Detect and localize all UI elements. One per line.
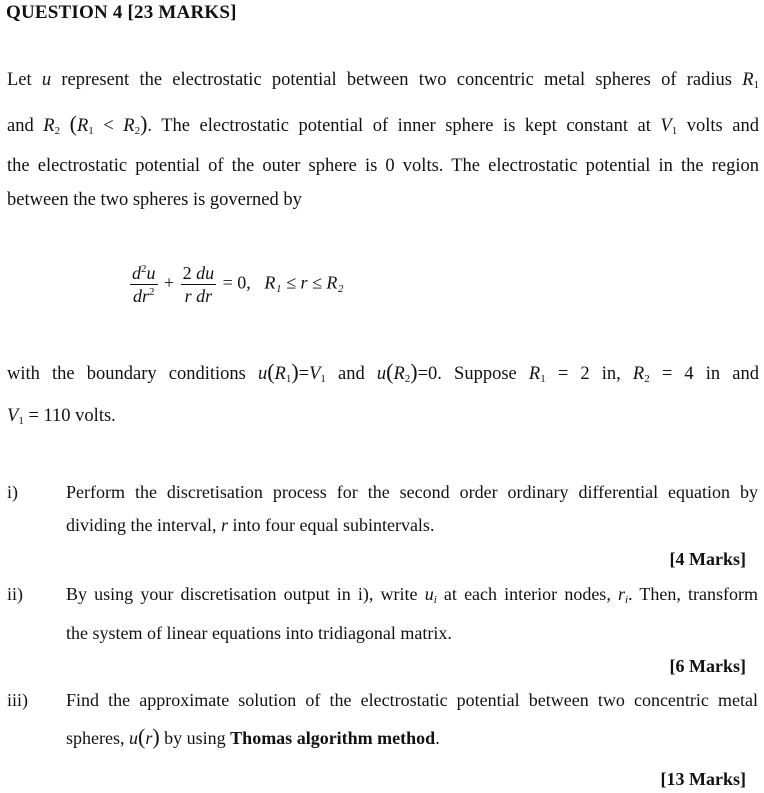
question-ii-line-2: the system of linear equations into tridiagonal matrix. [66, 623, 452, 643]
question-label-iii: iii) [7, 690, 28, 710]
first-derivative-fraction: $\frac{2 du}{\text{r dr}}$ [182, 263, 215, 306]
question-i-line-1: Perform the discretisation process for the second order ordinary differential equation by [66, 482, 758, 502]
intro-line-1: Let u represent the electrostatic potential between two concentric metal spheres of radius $R_1$ [7, 70, 760, 91]
question-heading: QUESTION 4 [23 MARKS] [6, 2, 237, 23]
intro-line-3: the electrostatic potential of the outer sphere is 0 volts. The electrostatic potential in the region [7, 156, 759, 176]
question-iii-line-1: Find the approximate solution of the electrostatic potential between two concentric metal [66, 690, 758, 710]
boundary-conditions-line: with the boundary conditions $u(R_1)=V_1$ and $u(R_2)=0$. Suppose $R_1 = 2$ in, $R_2 = 4$ in and [7, 359, 759, 385]
question-i-line-2: dividing the interval, r into four equal subintervals. [66, 515, 435, 535]
intro-line-4: between the two spheres is governed by [7, 190, 302, 210]
marks-iii: [13 Marks] [660, 769, 746, 789]
question-iii-line-2: spheres, u(r) by using Thomas algorithm method. [66, 724, 440, 749]
question-ii-line-1: By using your discretisation output in i), write $u_i$ at each interior nodes, $r_i$. Then, transform [66, 584, 759, 606]
second-derivative-fraction: $\frac{d^2u}{dr^2}$ [132, 263, 156, 306]
equation-domain: R₁ ≤ r ≤ R₂ [264, 272, 344, 293]
question-label-ii: ii) [7, 584, 23, 604]
marks-ii: [6 Marks] [669, 656, 746, 676]
marks-i: [4 Marks] [669, 549, 746, 569]
governing-equation: $\frac{d^2u}{dr^2}$ + $\frac{2 du}{\text{r dr}}$ = 0, R₁ ≤ r ≤ R₂ [132, 263, 344, 306]
question-label-i: i) [7, 482, 18, 502]
boundary-voltage-line: $V_1 = 110$ volts. [7, 406, 116, 427]
intro-line-2: and $R_2$ $(R_1 < R_2)$. The electrostatic potential of inner sphere is kept constant at $V_1$ volts and [7, 111, 759, 137]
